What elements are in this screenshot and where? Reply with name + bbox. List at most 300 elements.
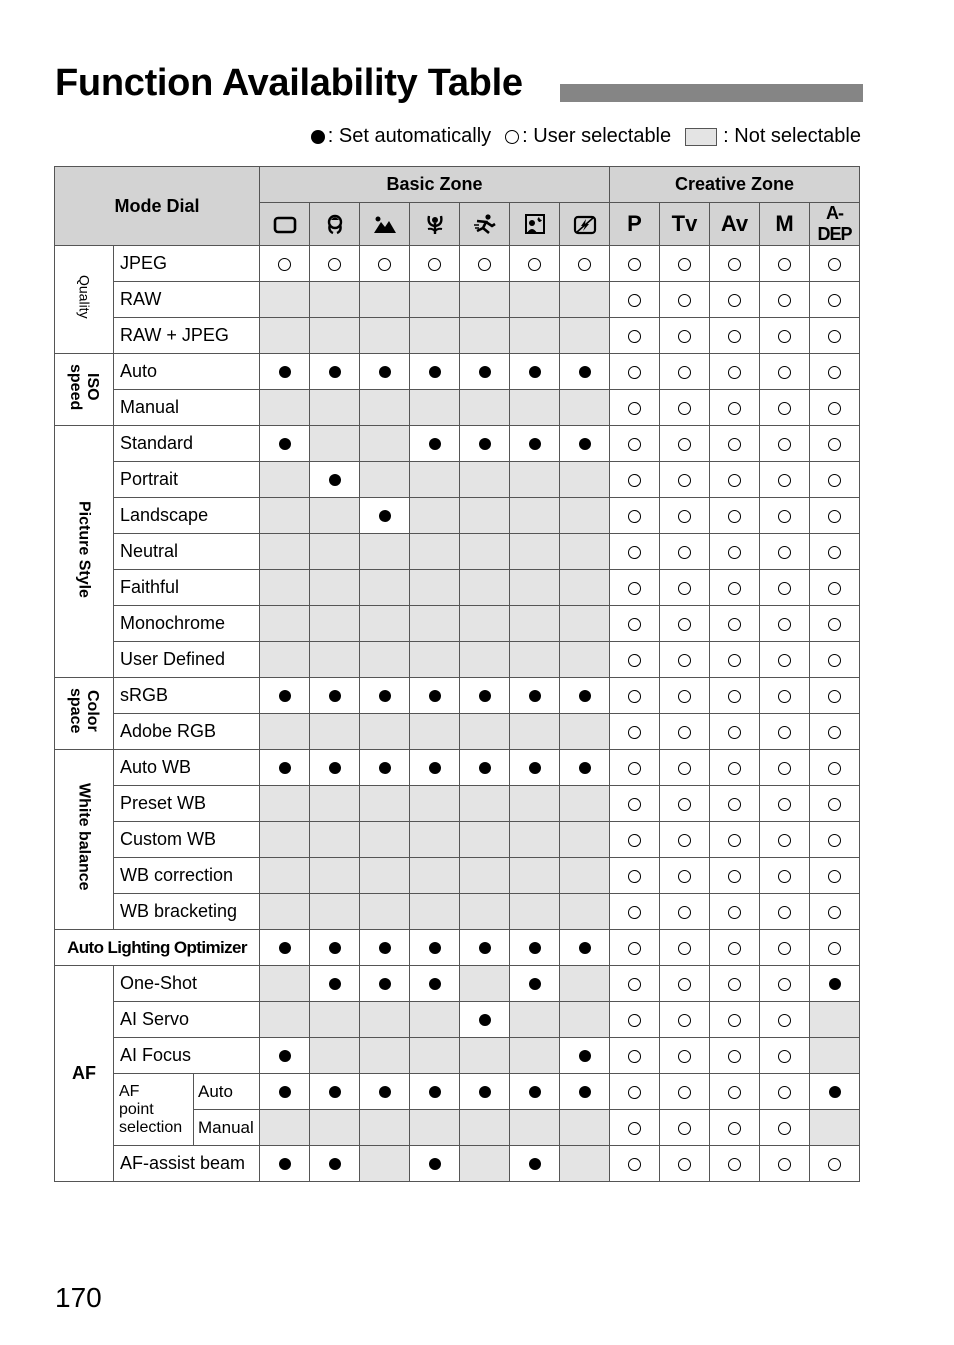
set-automatically-cell [360, 930, 410, 966]
set-automatically-cell [510, 1074, 560, 1110]
group-white-balance: White balance [55, 750, 114, 930]
open-circle-icon [328, 258, 341, 271]
not-selectable-cell [410, 282, 460, 318]
filled-dot-icon [279, 762, 291, 774]
open-circle-icon [678, 1158, 691, 1171]
user-selectable-cell [660, 750, 710, 786]
open-circle-icon [428, 258, 441, 271]
user-selectable-cell [660, 966, 710, 1002]
user-selectable-cell [610, 606, 660, 642]
table-row [55, 390, 860, 426]
open-circle-icon [678, 942, 691, 955]
open-circle-icon [678, 582, 691, 595]
creative-zone-header: Creative Zone [610, 167, 860, 203]
open-circle-icon [778, 798, 791, 811]
open-circle-icon [778, 906, 791, 919]
user-selectable-cell [760, 822, 810, 858]
user-selectable-cell [710, 1074, 760, 1110]
user-selectable-cell [660, 930, 710, 966]
open-circle-icon [828, 834, 841, 847]
set-automatically-cell [260, 1074, 310, 1110]
user-selectable-cell [760, 1074, 810, 1110]
user-selectable-cell [660, 678, 710, 714]
not-selectable-cell [260, 786, 310, 822]
not-selectable-cell [510, 894, 560, 930]
row-label: AF-assist beam [114, 1146, 260, 1182]
open-circle-icon [628, 978, 641, 991]
not-selectable-cell [460, 858, 510, 894]
set-automatically-cell [560, 354, 610, 390]
set-automatically-cell [510, 678, 560, 714]
not-selectable-cell [260, 570, 310, 606]
legend-user-selectable: : User selectable [522, 125, 672, 147]
not-selectable-cell [260, 1002, 310, 1038]
open-circle-icon [728, 546, 741, 559]
not-selectable-cell [360, 1110, 410, 1146]
user-selectable-cell [660, 786, 710, 822]
open-circle-icon [778, 1158, 791, 1171]
open-circle-icon [628, 618, 641, 631]
open-circle-icon [728, 294, 741, 307]
not-selectable-cell [310, 318, 360, 354]
not-selectable-cell [560, 462, 610, 498]
filled-dot-icon [429, 438, 441, 450]
user-selectable-cell [510, 246, 560, 282]
user-selectable-cell [660, 390, 710, 426]
open-circle-icon [828, 618, 841, 631]
not-selectable-cell [360, 714, 410, 750]
row-label: WB correction [114, 858, 260, 894]
not-selectable-cell [360, 786, 410, 822]
open-circle-icon [778, 1086, 791, 1099]
user-selectable-cell [710, 786, 760, 822]
not-selectable-cell [360, 1038, 410, 1074]
user-selectable-cell [610, 246, 660, 282]
set-automatically-cell [360, 750, 410, 786]
open-circle-icon [678, 978, 691, 991]
open-circle-icon [728, 258, 741, 271]
filled-dot-icon [529, 438, 541, 450]
open-circle-icon [578, 258, 591, 271]
user-selectable-cell [660, 534, 710, 570]
open-circle-icon [728, 834, 741, 847]
open-circle-icon [678, 834, 691, 847]
row-label: RAW [114, 282, 260, 318]
open-circle-icon [628, 906, 641, 919]
not-selectable-cell [310, 1002, 360, 1038]
not-selectable-cell [260, 390, 310, 426]
open-circle-icon [778, 510, 791, 523]
not-selectable-cell [510, 642, 560, 678]
filled-dot-icon [579, 438, 591, 450]
user-selectable-cell [760, 1038, 810, 1074]
filled-dot-icon [379, 510, 391, 522]
set-automatically-cell [310, 1074, 360, 1110]
filled-dot-icon [579, 762, 591, 774]
not-selectable-cell [560, 714, 610, 750]
filled-dot-icon [329, 978, 341, 990]
not-selectable-cell [410, 1110, 460, 1146]
not-selectable-cell [560, 642, 610, 678]
user-selectable-cell [760, 462, 810, 498]
user-selectable-cell [710, 642, 760, 678]
open-circle-icon [678, 402, 691, 415]
filled-dot-icon [429, 1158, 441, 1170]
user-selectable-cell [810, 858, 860, 894]
user-selectable-cell [810, 714, 860, 750]
not-selectable-cell [260, 894, 310, 930]
not-selectable-cell [310, 570, 360, 606]
filled-dot-icon [579, 366, 591, 378]
not-selectable-cell [260, 714, 310, 750]
not-selectable-cell [410, 714, 460, 750]
user-selectable-cell [610, 318, 660, 354]
set-automatically-cell [510, 426, 560, 462]
user-selectable-cell [710, 606, 760, 642]
table-row [55, 1002, 860, 1038]
creative-mode-0: P [610, 203, 660, 246]
user-selectable-cell [660, 498, 710, 534]
set-automatically-cell [310, 750, 360, 786]
set-automatically-cell [460, 750, 510, 786]
filled-dot-icon [429, 942, 441, 954]
not-selectable-cell [560, 894, 610, 930]
user-selectable-cell [610, 498, 660, 534]
not-selectable-cell [360, 390, 410, 426]
not-selectable-cell [310, 786, 360, 822]
filled-dot-icon [529, 762, 541, 774]
group-quality: Quality [55, 246, 114, 354]
not-selectable-cell [510, 606, 560, 642]
not-selectable-cell [410, 462, 460, 498]
not-selectable-cell [510, 1110, 560, 1146]
filled-dot-icon [311, 130, 325, 144]
open-circle-icon [628, 510, 641, 523]
row-label: Portrait [114, 462, 260, 498]
not-selectable-cell [460, 318, 510, 354]
not-selectable-cell [310, 534, 360, 570]
not-selectable-cell [510, 282, 560, 318]
set-automatically-cell [260, 1146, 310, 1182]
flash-off-icon [573, 215, 597, 235]
not-selectable-cell [560, 390, 610, 426]
open-circle-icon [778, 330, 791, 343]
open-circle-icon [678, 510, 691, 523]
filled-dot-icon [829, 1086, 841, 1098]
set-automatically-cell [260, 930, 310, 966]
user-selectable-cell [610, 1146, 660, 1182]
user-selectable-cell [660, 318, 710, 354]
not-selectable-cell [460, 282, 510, 318]
filled-dot-icon [329, 690, 341, 702]
not-selectable-cell [510, 534, 560, 570]
not-selectable-cell [360, 570, 410, 606]
user-selectable-cell [710, 1038, 760, 1074]
set-automatically-cell [260, 1038, 310, 1074]
open-circle-icon [828, 690, 841, 703]
not-selectable-cell [410, 858, 460, 894]
user-selectable-cell [610, 930, 660, 966]
not-selectable-cell [260, 462, 310, 498]
not-selectable-cell [410, 606, 460, 642]
user-selectable-cell [660, 282, 710, 318]
open-circle-icon [828, 294, 841, 307]
open-circle-icon [628, 546, 641, 559]
open-circle-icon [728, 474, 741, 487]
open-circle-icon [628, 294, 641, 307]
filled-dot-icon [329, 474, 341, 486]
table-row [55, 570, 860, 606]
user-selectable-cell [660, 1146, 710, 1182]
user-selectable-cell [660, 1038, 710, 1074]
legend [311, 125, 861, 148]
open-circle-icon [528, 258, 541, 271]
open-circle-icon [678, 618, 691, 631]
not-selectable-cell [310, 606, 360, 642]
table-row [55, 642, 860, 678]
user-selectable-cell [710, 462, 760, 498]
not-selectable-cell [560, 606, 610, 642]
not-selectable-cell [360, 462, 410, 498]
row-label: Standard [114, 426, 260, 462]
user-selectable-cell [610, 426, 660, 462]
open-circle-icon [628, 798, 641, 811]
open-circle-icon [828, 798, 841, 811]
filled-dot-icon [579, 690, 591, 702]
set-automatically-cell [410, 678, 460, 714]
set-automatically-cell [360, 966, 410, 1002]
user-selectable-cell [610, 1110, 660, 1146]
user-selectable-cell [410, 246, 460, 282]
filled-dot-icon [429, 978, 441, 990]
not-selectable-cell [260, 966, 310, 1002]
page-title: Function Availability Table [55, 62, 523, 104]
open-circle-icon [628, 726, 641, 739]
open-circle-icon [728, 942, 741, 955]
filled-dot-icon [329, 762, 341, 774]
user-selectable-cell [610, 534, 660, 570]
filled-dot-icon [429, 690, 441, 702]
user-selectable-cell [360, 246, 410, 282]
set-automatically-cell [560, 678, 610, 714]
open-circle-icon [778, 978, 791, 991]
open-circle-icon [728, 654, 741, 667]
not-selectable-cell [460, 714, 510, 750]
sports-mode [460, 203, 510, 246]
set-automatically-cell [410, 930, 460, 966]
not-selectable-cell [460, 822, 510, 858]
table-row [55, 714, 860, 750]
not-selectable-cell [460, 642, 510, 678]
open-circle-icon [828, 906, 841, 919]
not-selectable-cell [410, 498, 460, 534]
set-automatically-cell [460, 1002, 510, 1038]
set-automatically-cell [810, 1074, 860, 1110]
set-automatically-cell [260, 426, 310, 462]
row-label: Neutral [114, 534, 260, 570]
user-selectable-cell [760, 1110, 810, 1146]
user-selectable-cell [760, 894, 810, 930]
not-selectable-cell [810, 1038, 860, 1074]
user-selectable-cell [760, 570, 810, 606]
table-row [55, 426, 860, 462]
not-selectable-cell [510, 1038, 560, 1074]
filled-dot-icon [279, 1050, 291, 1062]
set-automatically-cell [460, 1074, 510, 1110]
not-selectable-cell [560, 858, 610, 894]
open-circle-icon [678, 690, 691, 703]
set-automatically-cell [510, 930, 560, 966]
set-automatically-cell [510, 1146, 560, 1182]
set-automatically-cell [810, 966, 860, 1002]
set-automatically-cell [560, 750, 610, 786]
table-row [55, 606, 860, 642]
table-row [55, 318, 860, 354]
open-circle-icon [778, 366, 791, 379]
filled-dot-icon [279, 942, 291, 954]
user-selectable-cell [710, 534, 760, 570]
user-selectable-cell [660, 426, 710, 462]
filled-dot-icon [379, 942, 391, 954]
table-row [55, 462, 860, 498]
af-point-selection-label: AF point selection [114, 1074, 194, 1146]
open-circle-icon [628, 474, 641, 487]
open-circle-icon [778, 690, 791, 703]
user-selectable-cell [810, 390, 860, 426]
user-selectable-cell [610, 678, 660, 714]
not-selectable-cell [360, 606, 410, 642]
user-selectable-cell [710, 426, 760, 462]
user-selectable-cell [710, 894, 760, 930]
user-selectable-cell [710, 822, 760, 858]
user-selectable-cell [710, 570, 760, 606]
open-circle-icon [628, 690, 641, 703]
filled-dot-icon [429, 1086, 441, 1098]
open-circle-icon [728, 690, 741, 703]
user-selectable-cell [710, 390, 760, 426]
user-selectable-cell [760, 354, 810, 390]
open-circle-icon [628, 582, 641, 595]
filled-dot-icon [379, 762, 391, 774]
open-circle-icon [678, 546, 691, 559]
open-circle-icon [778, 1014, 791, 1027]
open-circle-icon [728, 1122, 741, 1135]
open-circle-icon [778, 726, 791, 739]
row-label: Auto WB [114, 750, 260, 786]
user-selectable-cell [810, 642, 860, 678]
not-selectable-cell [360, 534, 410, 570]
not-selectable-cell [310, 822, 360, 858]
table-row [55, 750, 860, 786]
portrait-mode [310, 203, 360, 246]
basic-zone-header: Basic Zone [260, 167, 610, 203]
group-af: AF [55, 966, 114, 1182]
not-selectable-cell [460, 570, 510, 606]
filled-dot-icon [379, 690, 391, 702]
night-portrait-icon [524, 213, 546, 235]
open-circle-icon [778, 474, 791, 487]
user-selectable-cell [610, 354, 660, 390]
user-selectable-cell [760, 282, 810, 318]
table-row [55, 246, 860, 282]
filled-dot-icon [479, 942, 491, 954]
not-selectable-cell [510, 318, 560, 354]
user-selectable-cell [610, 894, 660, 930]
filled-dot-icon [579, 1050, 591, 1062]
table-row [55, 678, 860, 714]
open-circle-icon [828, 402, 841, 415]
not-selectable-cell [510, 498, 560, 534]
set-automatically-cell [410, 1146, 460, 1182]
table-row [55, 534, 860, 570]
user-selectable-cell [610, 1002, 660, 1038]
user-selectable-cell [610, 714, 660, 750]
user-selectable-cell [710, 966, 760, 1002]
open-circle-icon [778, 618, 791, 631]
not-selectable-cell [310, 894, 360, 930]
open-circle-icon [628, 834, 641, 847]
landscape-icon [373, 215, 397, 235]
user-selectable-cell [810, 498, 860, 534]
group-picture-style: Picture Style [55, 426, 114, 678]
not-selectable-cell [510, 714, 560, 750]
filled-dot-icon [479, 762, 491, 774]
user-selectable-cell [310, 246, 360, 282]
not-selectable-cell [410, 390, 460, 426]
not-selectable-cell [360, 318, 410, 354]
user-selectable-cell [710, 714, 760, 750]
not-selectable-cell [310, 714, 360, 750]
user-selectable-cell [610, 1074, 660, 1110]
not-selectable-cell [560, 534, 610, 570]
open-circle-icon [778, 834, 791, 847]
user-selectable-cell [710, 246, 760, 282]
filled-dot-icon [329, 1086, 341, 1098]
user-selectable-cell [660, 570, 710, 606]
set-automatically-cell [310, 1146, 360, 1182]
set-automatically-cell [410, 354, 460, 390]
not-selectable-cell [460, 966, 510, 1002]
table-row [55, 786, 860, 822]
user-selectable-cell [760, 642, 810, 678]
not-selectable-cell [360, 858, 410, 894]
open-circle-icon [728, 870, 741, 883]
open-circle-icon [778, 942, 791, 955]
table-row [55, 1146, 860, 1182]
user-selectable-cell [810, 462, 860, 498]
open-circle-icon [778, 258, 791, 271]
open-circle-icon [278, 258, 291, 271]
filled-dot-icon [329, 1158, 341, 1170]
filled-dot-icon [579, 1086, 591, 1098]
not-selectable-cell [460, 606, 510, 642]
not-selectable-cell [410, 786, 460, 822]
user-selectable-cell [760, 858, 810, 894]
user-selectable-cell [710, 678, 760, 714]
flash-off-mode [560, 203, 610, 246]
title-bar [560, 84, 863, 102]
filled-dot-icon [279, 1086, 291, 1098]
user-selectable-cell [660, 894, 710, 930]
user-selectable-cell [660, 1002, 710, 1038]
not-selectable-cell [260, 1110, 310, 1146]
row-label: Monochrome [114, 606, 260, 642]
set-automatically-cell [510, 750, 560, 786]
set-automatically-cell [310, 354, 360, 390]
open-circle-icon [678, 1050, 691, 1063]
open-circle-icon [778, 546, 791, 559]
open-circle-icon [478, 258, 491, 271]
